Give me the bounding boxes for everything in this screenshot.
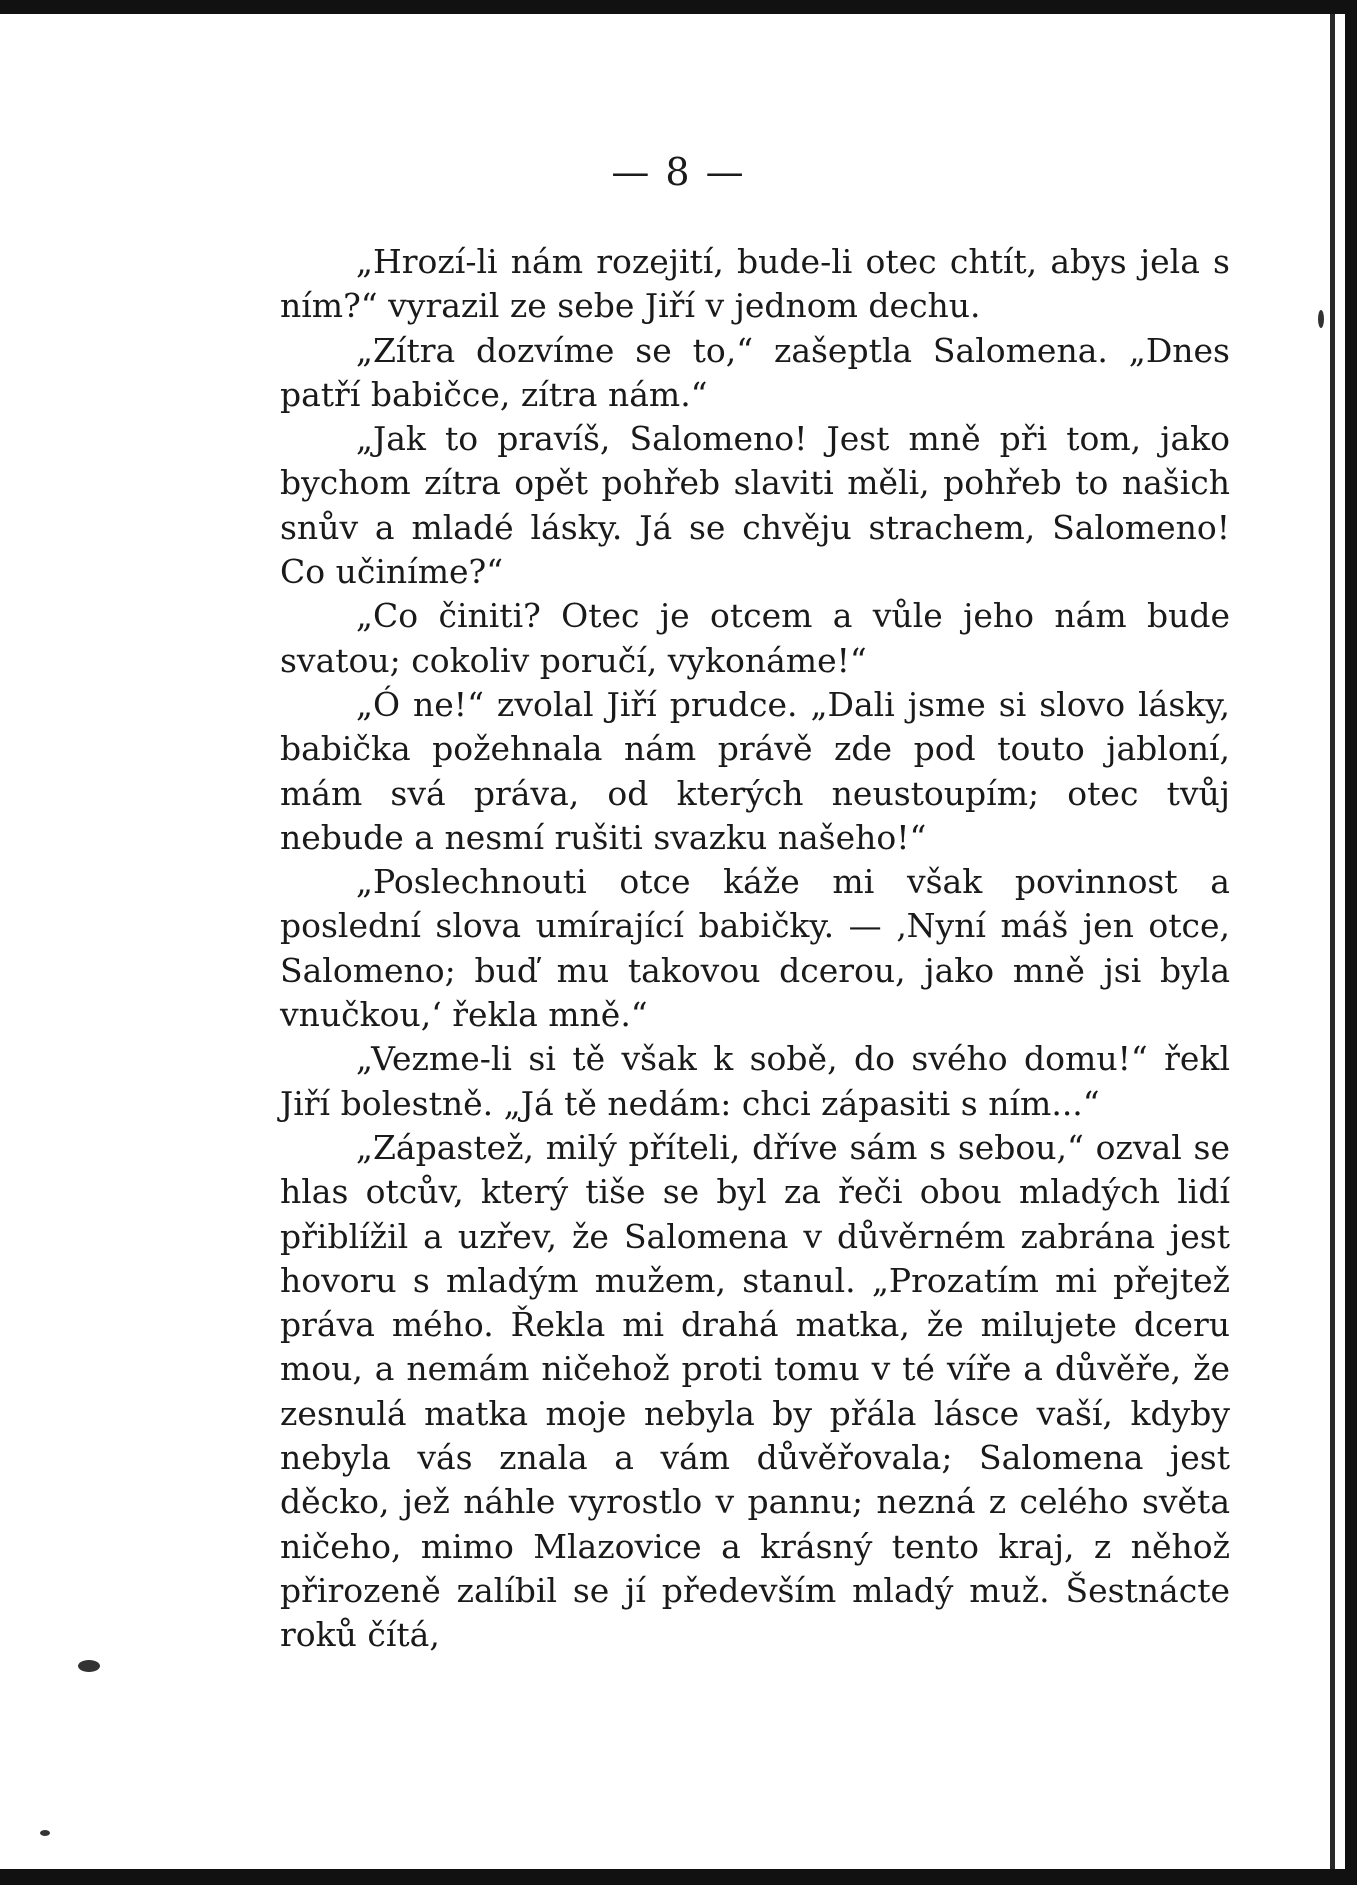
scan-edge xyxy=(1330,14,1335,1869)
page-number: — 8 — xyxy=(611,150,746,194)
paragraph: „Ó ne!“ zvolal Jiří prudce. „Dali jsme si slovo lásky, babička požehnala nám právě zde pod touto jabloní, mám svá práva, od kterých neustoupím; otec tvůj nebude a nesmí rušiti svazku našeho!“ xyxy=(280,684,1230,857)
paragraph: „Zítra dozvíme se to,“ zašeptla Salomena. „Dnes patří babičce, zítra nám.“ xyxy=(280,330,1230,414)
paragraph: „Poslechnouti otce káže mi však povinnost a poslední slova umírající babičky. — ‚Nyní máš jen otce, Salomeno; buď mu takovou dcerou, jako mně jsi byla vnučkou,‘ řekla mně.“ xyxy=(280,862,1230,1035)
body-text xyxy=(280,240,1230,1658)
paragraph: „Hrozí-li nám rozejití, bude-li otec chtít, abys jela s ním?“ vyrazil ze sebe Jiří v jednom dechu. xyxy=(280,242,1230,326)
paragraph: „Jak to pravíš, Salomeno! Jest mně při tom, jako bychom zítra opět pohřeb slaviti měli, pohřeb to našich snův a mladé lásky. Já se chvěju strachem, Salomeno! Co učiníme?“ xyxy=(280,419,1230,592)
paragraph: „Vezme-li si tě však k sobě, do svého domu!“ řekl Jiří bolestně. „Já tě nedám: chci zápasiti s ním...“ xyxy=(280,1039,1230,1123)
scan-speck xyxy=(40,1830,50,1836)
paragraph: „Zápastež, milý příteli, dříve sám s sebou,“ ozval se hlas otcův, který tiše se byl za řeči obou mladých lidí přiblížil a uzřev, že Salomena v důvěrném zabrána jest hovoru s mladým mužem, stanul. „Prozatím mi přejtež práva mého. Řekla mi drahá matka, že milujete dceru mou, a nemám ničehož proti tomu v té víře a důvěře, že zesnulá matka moje nebyla by přála lásce vaší, kdyby nebyla vás znala a vám důvěřovala; Salomena jest děcko, jež náhle vyrostlo v pannu; nezná z celého světa ničeho, mimo Mlazovice a krásný tento kraj, z něhož přirozeně zalíbil se jí především mladý muž. Šestnácte roků čítá, xyxy=(280,1127,1230,1655)
paragraph: „Co činiti? Otec je otcem a vůle jeho nám bude svatou; cokoliv poručí, vykonáme!“ xyxy=(280,596,1230,680)
scan-speck xyxy=(1318,310,1324,328)
scan-speck xyxy=(78,1660,100,1672)
